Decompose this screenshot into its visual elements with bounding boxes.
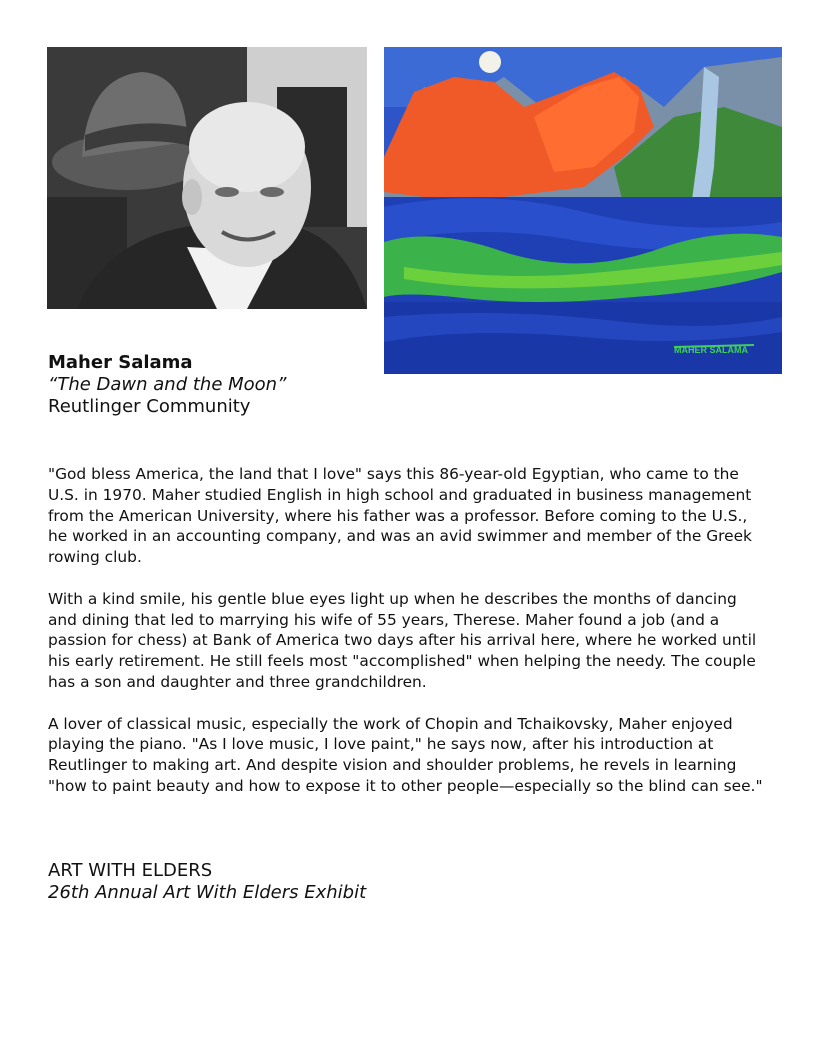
artist-portrait [47, 47, 367, 309]
bio-paragraph: "God bless America, the land that I love" says this 86-year-old Egyptian, who came to the U.S. in 1970. Maher studied English in high school and graduated in business management from the American University, where his father was a professor. Before coming to the U.S., he worked in an accounting company, and was an avid swimmer and member of the Greek rowing club. [48, 465, 752, 567]
community-name: Reutlinger Community [48, 396, 251, 417]
bio-paragraph: With a kind smile, his gentle blue eyes light up when he describes the months of dancing and dining that led to marrying his wife of 55 years, Therese. Maher found a job (and a passion for chess) at Bank of America two days after his arrival here, where he worked until his early retirement. He still feels most "accomplished" when helping the needy. The couple has a son and daughter and three grandchildren. [48, 589, 757, 691]
painting-image [384, 47, 782, 374]
artwork-title: “The Dawn and the Moon” [48, 374, 287, 395]
organization-name: ART WITH ELDERS [48, 860, 213, 881]
painting-signature: MAHER SALAMA [674, 345, 748, 355]
artwork-caption [48, 352, 286, 418]
exhibit-name: 26th Annual Art With Elders Exhibit [48, 882, 367, 903]
artist-biography [48, 464, 764, 818]
artist-name: Maher Salama [48, 352, 193, 373]
bio-paragraph: A lover of classical music, especially the work of Chopin and Tchaikovsky, Maher enjoyed playing the piano. "As I love music, I love paint," he says now, after his introduction at Reutlinger to making art. And despite vision and shoulder problems, he revels in learning "how to paint beauty and how to expose it to other people—especially so the blind can see." [48, 714, 763, 795]
exhibit-footer [48, 860, 366, 904]
